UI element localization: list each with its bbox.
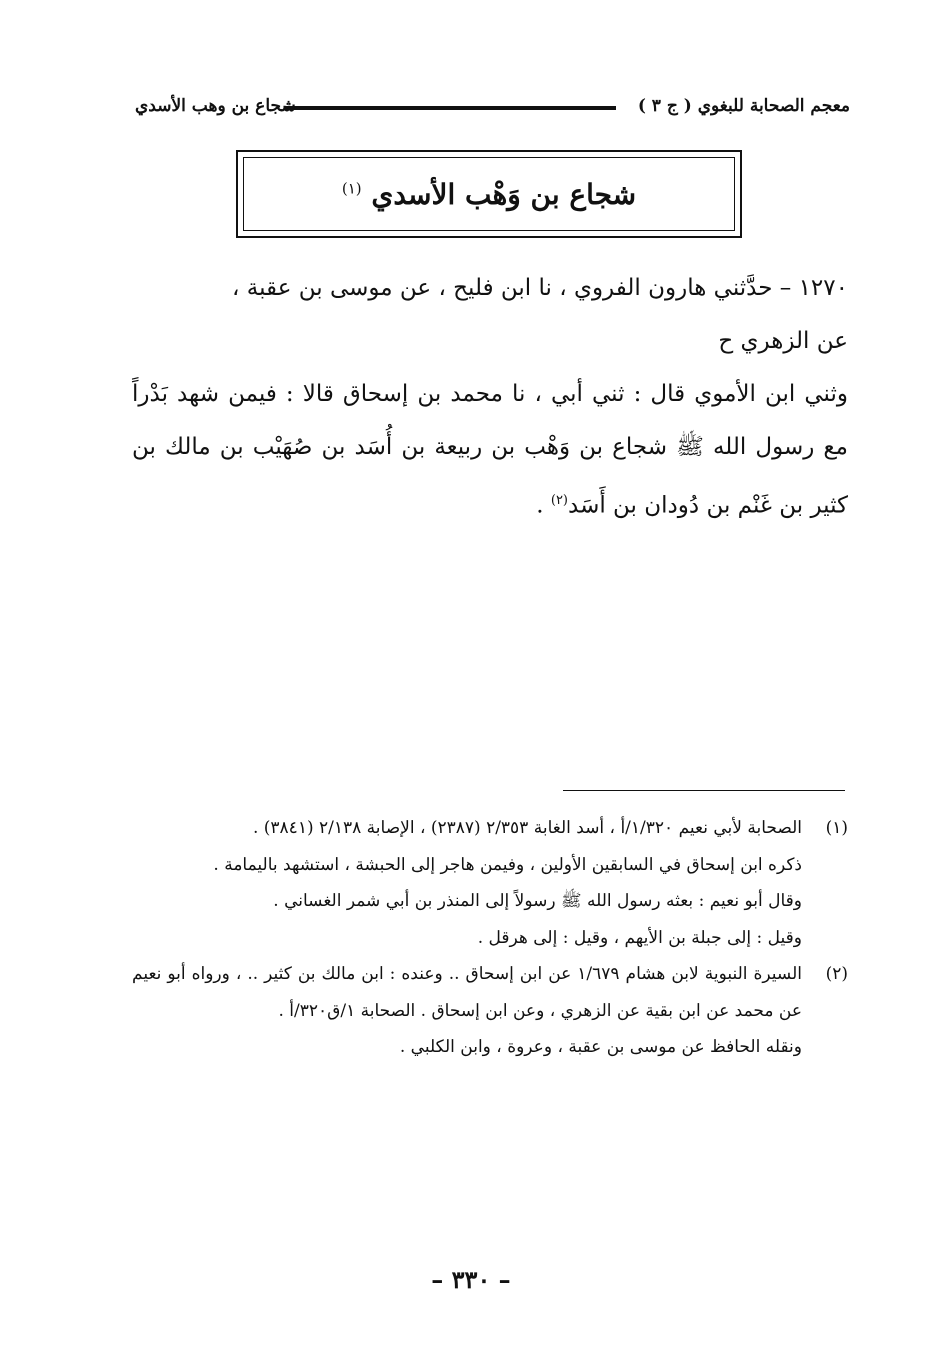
footnote-number: (١) bbox=[825, 818, 848, 838]
body-footnote-mark: (٢) bbox=[550, 493, 568, 508]
footnote-number: (٢) bbox=[825, 964, 848, 984]
footnote-body bbox=[132, 810, 802, 847]
footnote-line: الصحابة لأبي نعيم ١/٣٢٠/أ ، أسد الغابة ٢/٣٥٣ (٢٣٨٧) ، الإصابة ٢/١٣٨ (٣٨٤١) . bbox=[252, 818, 802, 838]
footnotes bbox=[132, 810, 848, 1066]
page-number: – ٣٣٠ – bbox=[431, 1265, 511, 1294]
running-header bbox=[135, 96, 850, 124]
footnote-2 bbox=[132, 956, 848, 1029]
footnote-note: ونقله الحافظ عن موسى بن عقبة ، وعروة ، وابن الكلبي . bbox=[399, 1037, 802, 1057]
header-rule bbox=[285, 106, 616, 110]
title-footnote-mark: (١) bbox=[341, 179, 362, 198]
entry-title-box bbox=[236, 150, 742, 238]
footnote-line: السيرة النبوية لابن هشام ١/٦٧٩ عن ابن إسحاق .. وعنده : ابن مالك بن كثير .. ، ورواه أبو نعيم عن محمد عن ابن بقية عن الزهري ، وعن ابن إسحاق . الصحابة ١/ق٣٢٠/أ . bbox=[132, 964, 802, 1021]
footnote-note: وقال أبو نعيم : بعثه رسول الله ﷺ رسولاً إلى المنذر بن أبي شمر الغساني . bbox=[273, 891, 802, 911]
main-text bbox=[132, 262, 848, 533]
body-end-punct: . bbox=[536, 492, 551, 519]
entry-title bbox=[342, 178, 636, 211]
footnote-2-notes bbox=[132, 1029, 802, 1066]
footnote-note: ذكره ابن إسحاق في السابقين الأولين ، وفيمن هاجر إلى الحبشة ، استشهد باليمامة . bbox=[213, 854, 802, 875]
entry-title-inner-frame bbox=[243, 157, 735, 231]
hadith-line-2: عن الزهري ح bbox=[718, 328, 848, 354]
footnote-separator bbox=[563, 790, 845, 791]
footnote-1 bbox=[132, 810, 848, 847]
chapter-title: شجاع بن وهب الأسدي bbox=[135, 96, 296, 116]
footnote-body bbox=[132, 956, 802, 1029]
book-title: معجم الصحابة للبغوي ( ج ٣ ) bbox=[637, 96, 850, 116]
entry-title-text: شجاع بن وَهْب الأسدي bbox=[371, 177, 637, 211]
footnote-note: وقيل : إلى جبلة بن الأيهم ، وقيل : إلى هرقل . bbox=[477, 927, 802, 948]
hadith-paragraph-text: وثني ابن الأموي قال : ثني أبي ، نا محمد بن إسحاق قالا : فيمن شهد بَدْراً مع رسول الله ﷺ شجاع بن وَهْب بن ربيعة بن أُسَد بن صُهَيْب بن مالك بن كثير بن غَنْم بن دُودان بن أَسَد bbox=[132, 381, 848, 519]
footnote-1-notes bbox=[132, 847, 802, 957]
hadith-line-1: ١٢٧٠ – حدَّثني هارون الفروي ، نا ابن فليح ، عن موسى بن عقبة ، bbox=[232, 275, 848, 301]
hadith-paragraph bbox=[132, 368, 848, 533]
